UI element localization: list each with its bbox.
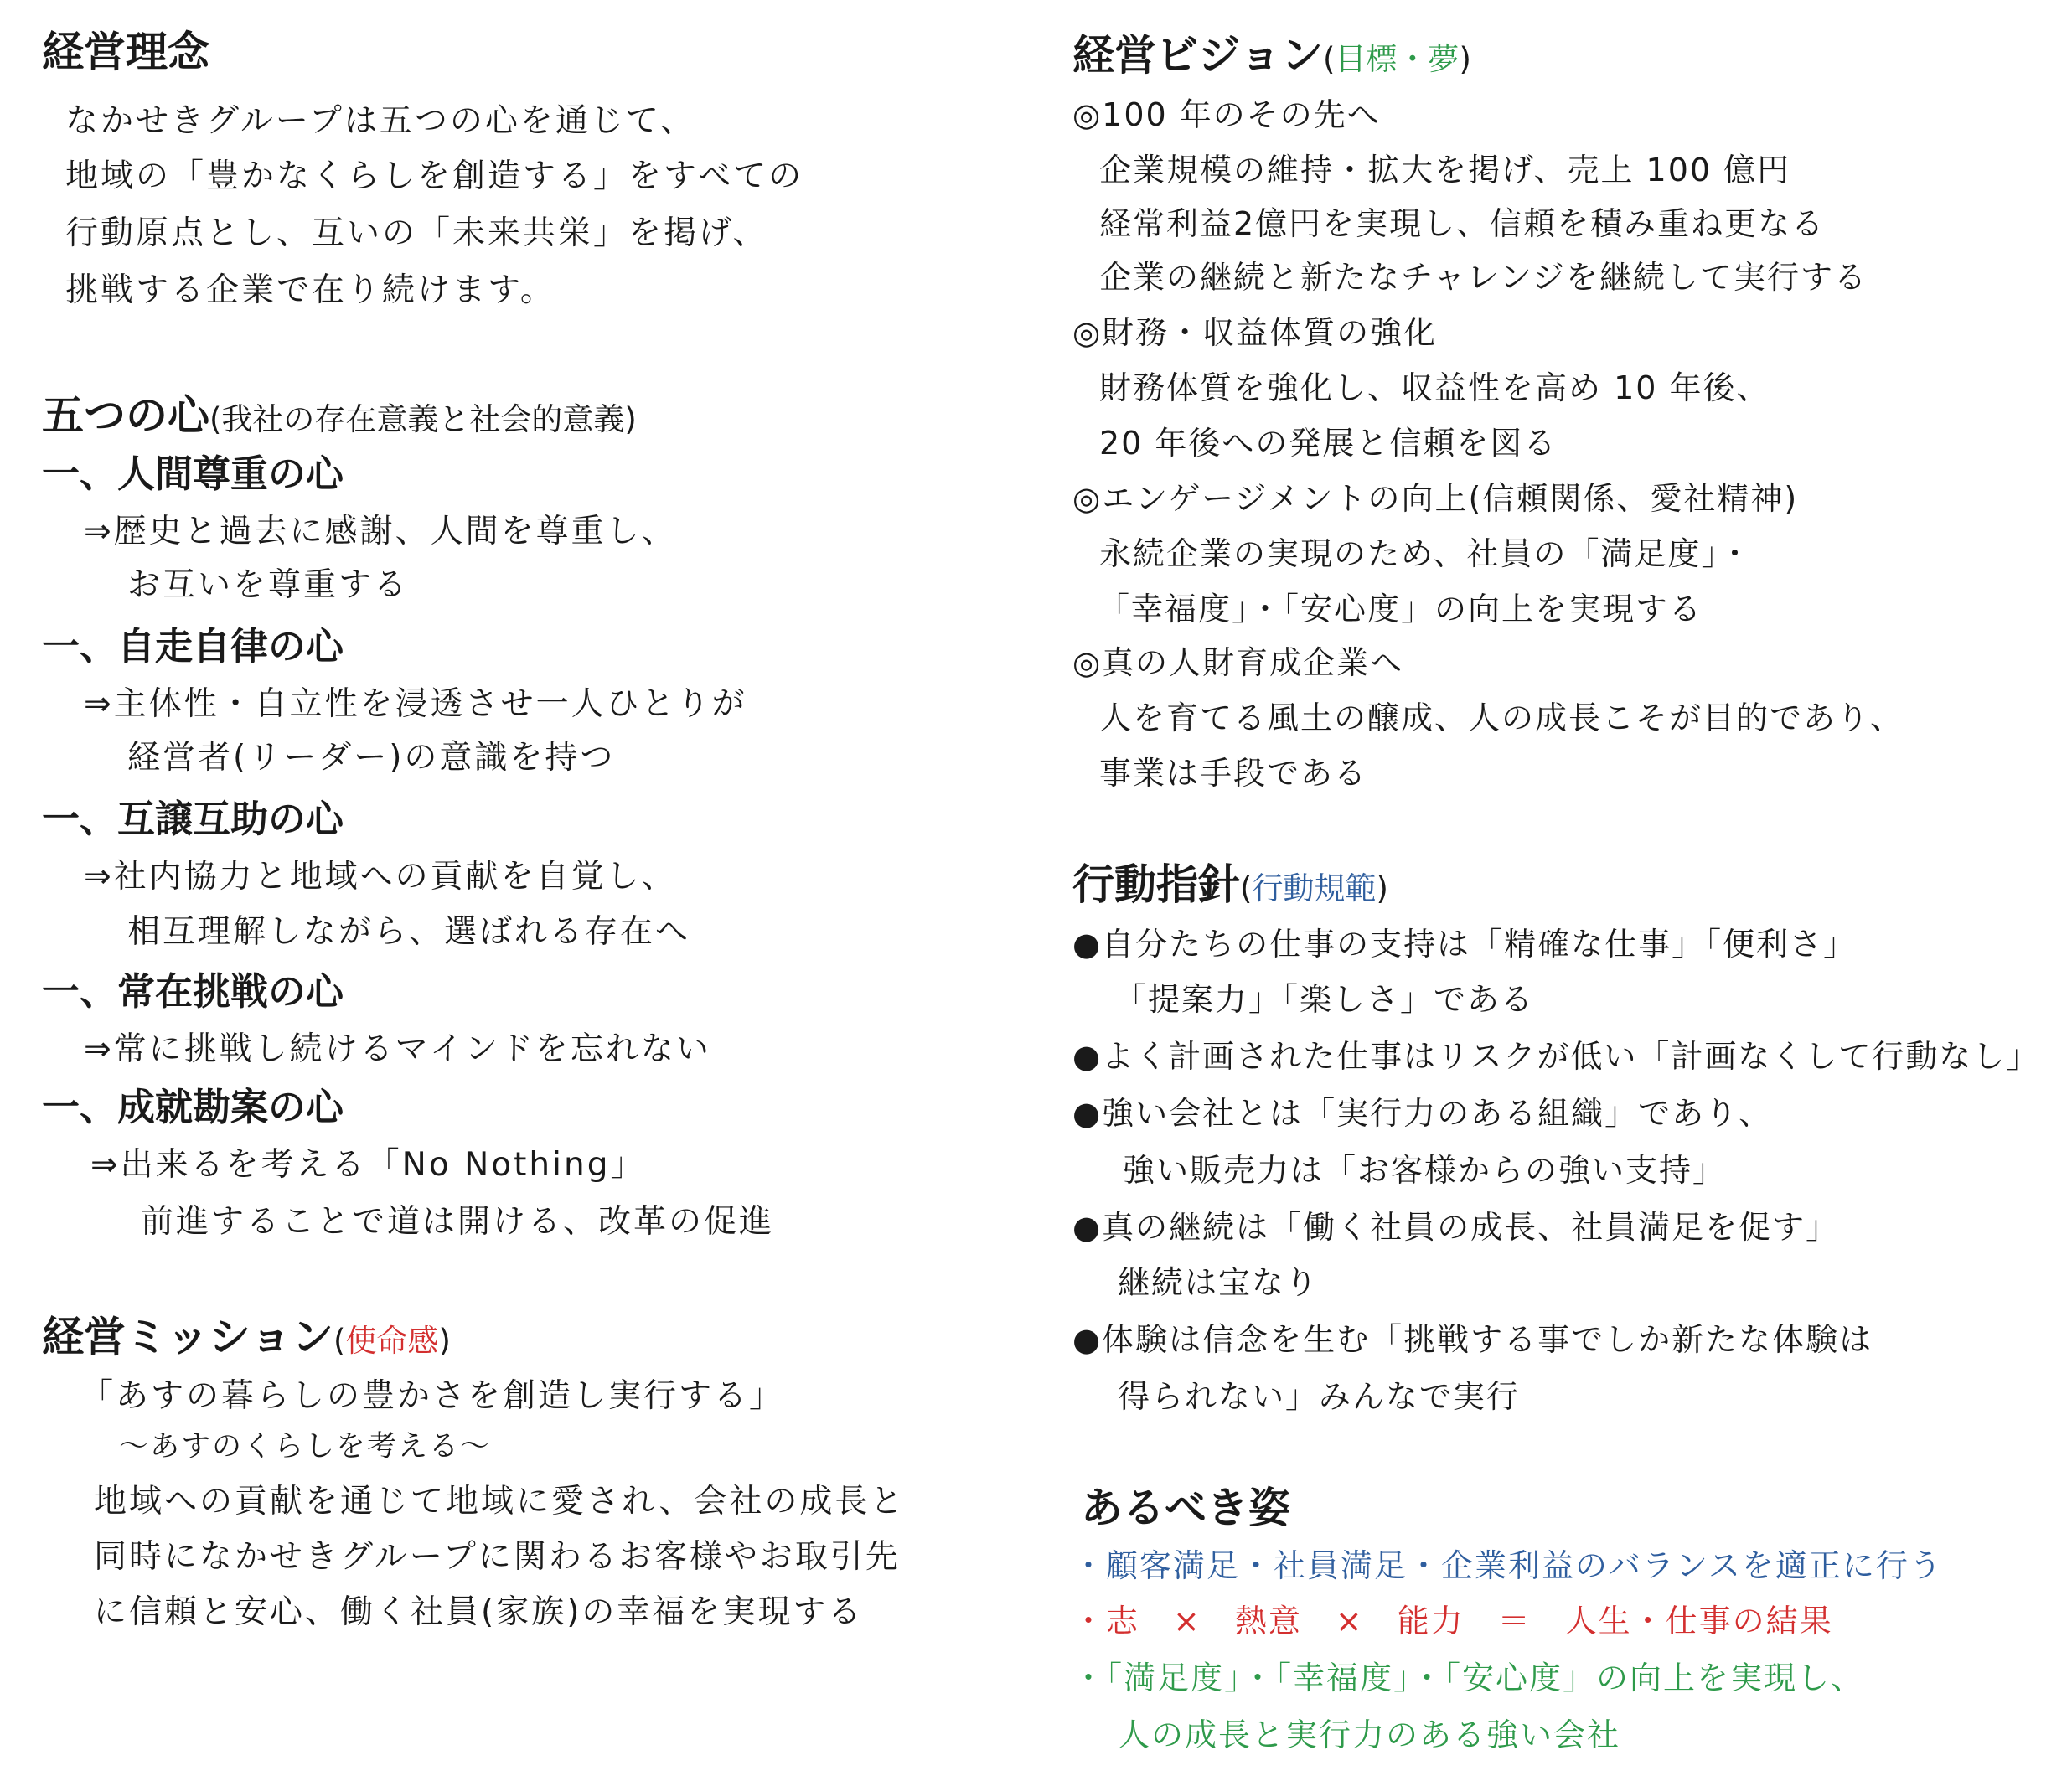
conduct-subtitle: 行動規範 [1252,870,1377,906]
vision-item-line: 事業は手段である [1099,755,1368,792]
conduct-line: 得られない」みんなで実行 [1118,1378,1521,1415]
heart-item-head: 一、人間尊重の心 [42,452,344,496]
conduct-line: ●よく計画された仕事はリスクが低い「計画なくして行動なし」 [1072,1038,2040,1075]
mission-title-text: 経営ミッション [42,1312,333,1361]
vision-title [1072,28,1471,86]
heart-item-line: ⇒歴史と過去に感謝、人間を尊重し、 [84,513,677,550]
heart-item-line: 経営者(リーダー)の意識を持つ [127,739,616,777]
heart-item-line: ⇒社内協力と地域への貢献を自覚し、 [84,858,677,896]
vision-item-head: ◎真の人財育成企業へ [1072,644,1404,681]
mission-subtitle: 使命感 [345,1323,439,1359]
conduct-line: ●自分たちの仕事の支持は「精確な仕事」「便利さ」 [1072,926,1858,963]
conduct-subtitle-open: ( [1240,870,1253,906]
philosophy-line: なかせきグループは五つの心を通じて、 [65,102,696,140]
vision-item-line: 20 年後への発展と信頼を図る [1099,425,1558,462]
ideal-line: 人の成長と実行力のある強い会社 [1118,1717,1621,1753]
vision-item-head: ◎エンゲージメントの向上(信頼関係、愛社精神) [1072,480,1799,517]
heart-item-line: 前進することで道は開ける、改革の促進 [141,1203,775,1241]
conduct-line: ●体験は信念を生む「挑戦する事でしか新たな体験は [1072,1321,1873,1358]
conduct-title [1072,858,1388,916]
five-hearts-subtitle: (我社の存在意義と社会的意義) [209,401,637,437]
five-hearts-title [42,389,637,447]
vision-item-line: 企業の継続と新たなチャレンジを継続して実行する [1099,259,1868,296]
vision-item-line: 財務体質を強化し、収益性を高め 10 年後、 [1099,369,1770,406]
ideal-title: あるべき姿 [1081,1483,1290,1532]
heart-item-line: 相互理解しながら、選ばれる存在へ [127,913,691,951]
ideal-line: ・顧客満足・社員満足・企業利益のバランスを適正に行う [1072,1547,1943,1584]
heart-item-line: ⇒主体性・自立性を浸透させ一人ひとりが [84,685,747,723]
mission-tagline: ～あすのくらしを考える～ [119,1430,492,1464]
conduct-line: 継続は宝なり [1118,1264,1320,1301]
mission-line: 同時になかせきグループに関わるお客様やお取引先 [94,1538,901,1576]
vision-item-line: 「幸福度」・「安心度」の向上を実現する [1098,591,1703,627]
vision-title-text: 経営ビジョン [1072,30,1323,80]
heart-item-line: お互いを尊重する [127,566,410,604]
vision-item-line: 経常利益2億円を実現し、信頼を積み重ね更なる [1099,205,1826,242]
conduct-line: 強い販売力は「お客様からの強い支持」 [1123,1152,1727,1189]
heart-item-head: 一、互譲互助の心 [42,797,344,841]
philosophy-line: 地域の「豊かなくらしを創造する」をすべての [65,157,804,195]
mission-subtitle-open: ( [333,1323,346,1359]
heart-item-line: ⇒出来るを考える「No Nothing」 [90,1146,646,1184]
mission-slogan: 「あすの暮らしの豊かさを創造し実行する」 [80,1377,785,1415]
ideal-line: ・志 × 熱意 × 能力 ＝ 人生・仕事の結果 [1072,1603,1833,1639]
conduct-line: 「提案力」「楽しさ」である [1114,981,1535,1018]
mission-subtitle-close: ) [438,1323,451,1359]
vision-item-line: 永続企業の実現のため、社員の「満足度」・ [1099,535,1753,572]
philosophy-line: 挑戦する企業で在り続けます。 [65,271,555,309]
vision-item-head: ◎財務・収益体質の強化 [1072,314,1438,351]
mission-title [42,1310,451,1368]
vision-item-line: 人を育てる風土の醸成、人の成長こそが目的であり、 [1099,700,1904,736]
philosophy-line: 行動原点とし、互いの「未来共栄」を掲げ、 [65,214,768,252]
ideal-line: ・「満足度」・「幸福度」・「安心度」の向上を実現し、 [1072,1660,1865,1696]
mission-line: に信頼と安心、働く社員(家族)の幸福を実現する [94,1593,864,1631]
vision-subtitle-open: ( [1323,41,1336,77]
vision-subtitle: 目標・夢 [1335,41,1460,77]
vision-subtitle-close: ) [1459,41,1471,77]
heart-item-head: 一、成就勘案の心 [42,1085,344,1129]
conduct-subtitle-close: ) [1376,870,1388,906]
mission-line: 地域への貢献を通じて地域に愛され、会社の成長と [94,1483,906,1520]
conduct-line: ●強い会社とは「実行力のある組織」であり、 [1072,1095,1773,1132]
vision-item-line: 企業規模の維持・拡大を掲げ、売上 100 億円 [1099,152,1791,188]
conduct-title-text: 行動指針 [1072,860,1240,909]
conduct-line: ●真の継続は「働く社員の成長、社員満足を促す」 [1072,1209,1840,1246]
heart-item-head: 一、自走自律の心 [42,624,344,669]
heart-item-line: ⇒常に挑戦し続けるマインドを忘れない [84,1030,711,1068]
philosophy-title: 経営理念 [42,27,209,76]
vision-item-head: ◎100 年のその先へ [1072,96,1381,133]
heart-item-head: 一、常在挑戦の心 [42,969,344,1014]
five-hearts-title-text: 五つの心 [42,390,209,440]
